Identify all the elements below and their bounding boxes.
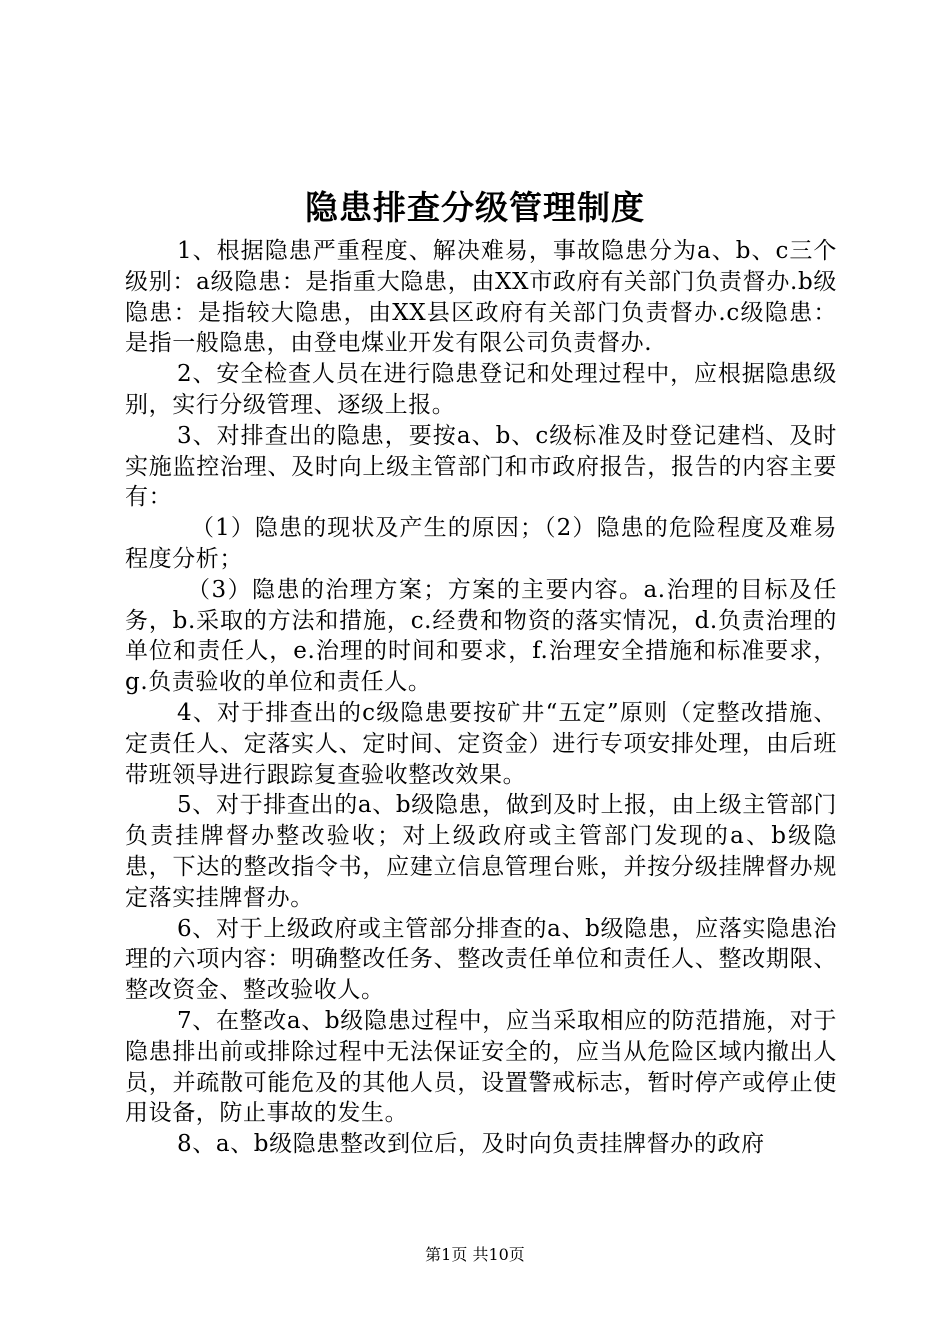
paragraph-6: 4、对于排查出的c级隐患要按矿井“五定”原则（定整改措施、定责任人、定落实人、定时间、定资金）进行专项安排处理，由后班带班领导进行跟踪复查验收整改效果。: [125, 699, 837, 788]
paragraph-3: 3、对排查出的隐患，要按a、b、c级标准及时登记建档、及时实施监控治理、及时向上级主管部门和市政府报告，报告的内容主要有：: [125, 422, 837, 511]
paragraph-4: （1）隐患的现状及产生的原因；（2）隐患的危险程度及难易程度分析；: [125, 515, 837, 572]
paragraph-10: 8、a、b级隐患整改到位后，及时向负责挂牌督办的政府: [177, 1131, 765, 1158]
paragraph-2: 2、安全检查人员在进行隐患登记和处理过程中，应根据隐患级别，实行分级管理、逐级上报。: [125, 361, 837, 418]
paragraph-7: 5、对于排查出的a、b级隐患，做到及时上报，由上级主管部门负责挂牌督办整改验收；对上级政府或主管部门发现的a、b级隐患，下达的整改指令书，应建立信息管理台账，并按分级挂牌督办规定落实挂牌督办。: [125, 792, 837, 911]
paragraph-1: 1、根据隐患严重程度、解决难易，事故隐患分为a、b、c三个级别：a级隐患：是指重大隐患，由XX市政府有关部门负责督办.b级隐患：是指较大隐患，由XX县区政府有关部门负责督办.c级隐患：是指一般隐患，由登电煤业开发有限公司负责督办.: [125, 238, 837, 357]
paragraph-8: 6、对于上级政府或主管部分排查的a、b级隐患，应落实隐患治理的六项内容：明确整改任务、整改责任单位和责任人、整改期限、整改资金、整改验收人。: [125, 915, 837, 1004]
document-body: [125, 236, 837, 1160]
paragraph-5: （3）隐患的治理方案；方案的主要内容。a.治理的目标及任务，b.采取的方法和措施，c.经费和物资的落实情况，d.负责治理的单位和责任人，e.治理的时间和要求，f.治理安全措施和标准要求，g.负责验收的单位和责任人。: [125, 576, 837, 696]
paragraph-9: 7、在整改a、b级隐患过程中，应当采取相应的防范措施，对于隐患排出前或排除过程中无法保证安全的，应当从危险区域内撤出人员，并疏散可能危及的其他人员，设置警戒标志，暂时停产或停止使用设备，防止事故的发生。: [125, 1007, 837, 1127]
page-number-footer: 第1页 共10页: [425, 1245, 525, 1264]
document-title: 隐患排查分级管理制度: [305, 188, 645, 227]
